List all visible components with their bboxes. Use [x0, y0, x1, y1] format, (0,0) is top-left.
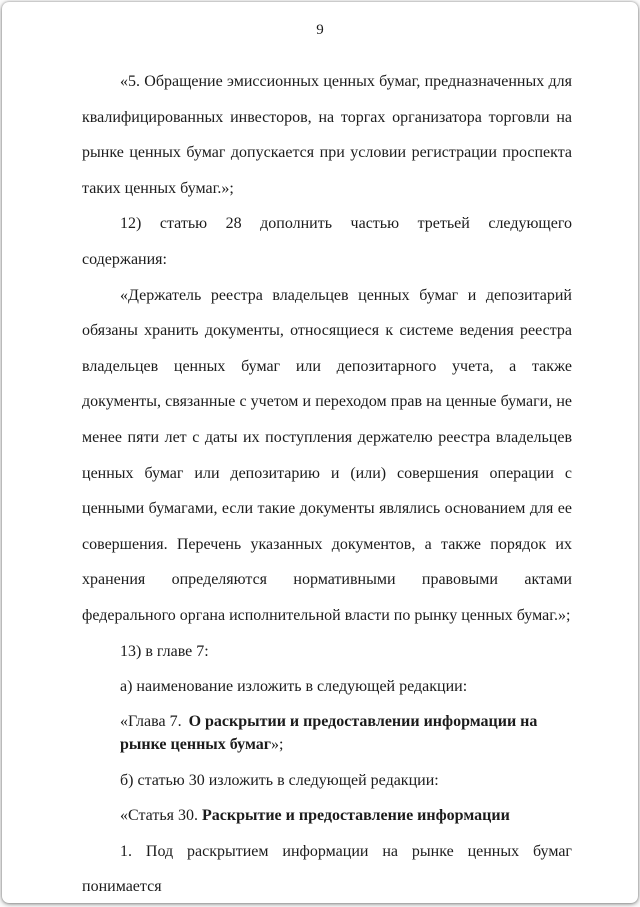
paragraph-subitem-a: а) наименование изложить в следующей редакции:	[120, 678, 468, 696]
page-number: 9	[316, 22, 324, 38]
chapter-heading-suffix: »;	[271, 736, 284, 754]
document-body	[82, 64, 572, 903]
chapter-7-heading	[120, 710, 572, 757]
paragraph-item-13: 13) в главе 7:	[120, 642, 209, 660]
chapter-heading-title: О раскрытии и предоставлении информации на рынке ценных бумаг	[120, 712, 538, 754]
article-30-heading	[82, 798, 572, 834]
chapter-heading-prefix: «Глава 7.	[120, 712, 182, 730]
paragraph-subitem-b: б) статью 30 изложить в следующей редакции:	[120, 771, 439, 789]
article-heading-prefix: «Статья 30.	[120, 807, 202, 825]
article-heading-title: Раскрытие и предоставление информации	[201, 807, 510, 825]
paragraph-registry-holder: «Держатель реестра владельцев ценных бумаг и депозитарий обязаны хранить документы, относящиеся к системе ведения реестра владельцев ценных бумаг или депозитарного учета, а также документы, связанные с учетом и переходом прав на ценные бумаги, не менее пяти лет с даты их поступления держателю реестра владельцев ценных бумаг или депозитарию и (или) совершения операции с ценными бумагами, если такие документы являлись основанием для ее совершения. Перечень указанных документов, а также порядок их хранения определяются нормативными правовыми актами федерального органа исполнительной власти по рынку ценных бумаг.»;	[82, 286, 572, 624]
document-page	[2, 2, 638, 903]
paragraph-item-12: 12) статью 28 дополнить частью третьей следующего содержания:	[82, 215, 572, 268]
paragraph-disclosure-definition: 1. Под раскрытием информации на рынке ценных бумаг понимается	[82, 842, 572, 896]
paragraph-securities-circulation: «5. Обращение эмиссионных ценных бумаг, предназначенных для квалифицированных инвесторов, на торгах организатора торговли на рынке ценных бумаг допускается при условии регистрации проспекта таких ценных бумаг.»;	[82, 73, 572, 197]
